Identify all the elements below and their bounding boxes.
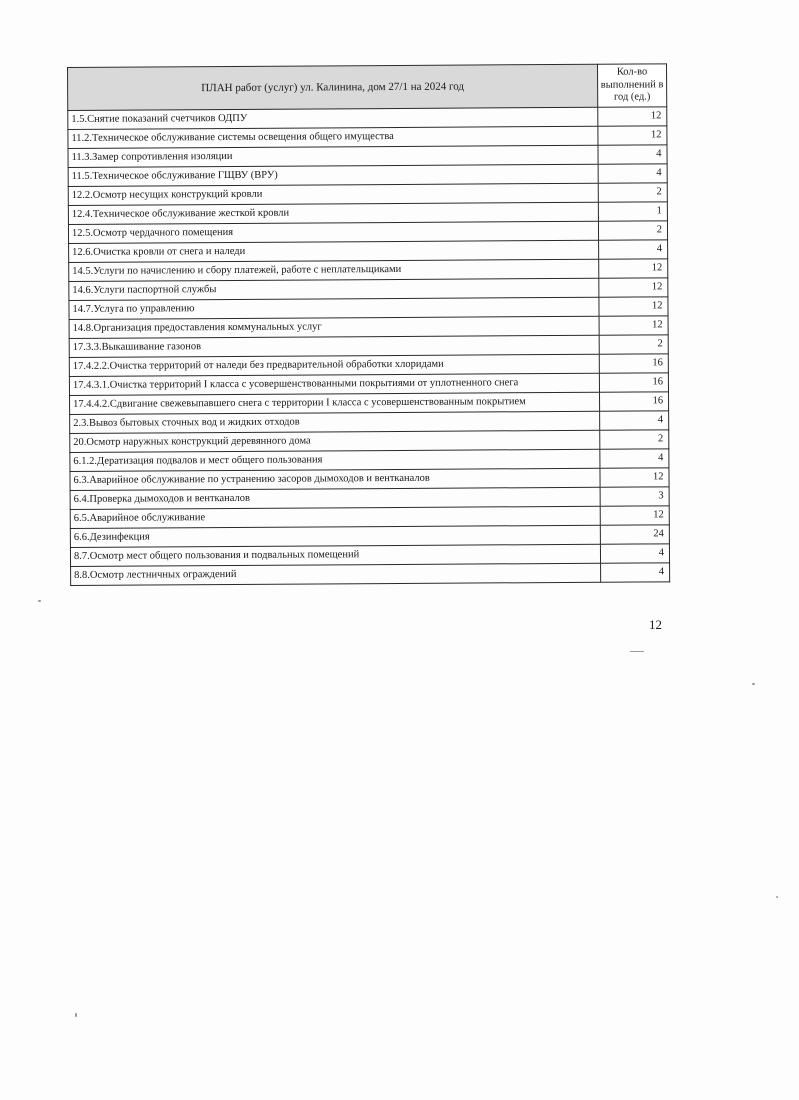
work-name-cell: 12.6.Очистка кровли от снега и наледи [69, 240, 599, 262]
qty-cell: 12 [599, 316, 668, 335]
work-name-cell: 17.3.3.Выкашивание газонов [69, 335, 599, 357]
work-name-cell: 11.2.Техническое обслуживание системы освещения общего имущества [68, 126, 598, 148]
scan-speck [776, 896, 778, 898]
scan-speck [75, 1013, 77, 1017]
qty-cell: 12 [598, 107, 667, 126]
qty-cell: 4 [598, 145, 667, 164]
work-name-cell: 14.7.Услуга по управлению [69, 297, 599, 319]
qty-cell: 16 [599, 373, 668, 392]
work-name-cell: 6.6.Дезинфекция [70, 525, 600, 547]
qty-cell: 4 [599, 240, 668, 259]
work-name-cell: 6.4.Проверка дымоходов и вентканалов [70, 487, 600, 509]
qty-cell: 12 [599, 297, 668, 316]
work-name-cell: 14.8.Организация предоставления коммунальных услуг [69, 316, 599, 338]
qty-cell: 2 [598, 183, 667, 202]
qty-column-header: Кол-во выполнений в год (ед.) [597, 64, 666, 107]
qty-cell: 12 [598, 126, 667, 145]
qty-cell: 24 [600, 525, 669, 544]
work-name-cell: 12.4.Техническое обслуживание жесткой кровли [68, 202, 598, 224]
work-name-cell: 6.3.Аварийное обслуживание по устранению засоров дымоходов и вентканалов [70, 468, 600, 490]
work-name-cell: 11.3.Замер сопротивления изоляции [68, 145, 598, 167]
work-name-cell: 6.1.2.Дератизация подвалов и мест общего пользования [70, 449, 600, 471]
work-name-cell: 17.4.3.1.Очистка территорий I класса с усовершенствованными покрытиями от уплотненного снега [69, 373, 599, 395]
table-body [68, 107, 670, 586]
work-name-cell: 20.Осмотр наружных конструкций деревянного дома [70, 430, 600, 452]
scan-speck [38, 600, 41, 602]
scan-speck [752, 683, 755, 685]
qty-cell: 12 [599, 259, 668, 278]
qty-cell: 4 [598, 164, 667, 183]
work-name-cell: 11.5.Техническое обслуживание ГЩВУ (ВРУ) [68, 164, 598, 186]
qty-cell: 4 [601, 563, 670, 582]
work-name-cell: 6.5.Аварийное обслуживание [70, 506, 600, 528]
work-plan-table [67, 63, 670, 586]
page-number: 12 [649, 617, 662, 632]
work-name-cell: 14.6.Услуги паспортной службы [69, 278, 599, 300]
work-name-cell: 8.7.Осмотр мест общего пользования и подвальных помещений [70, 544, 600, 566]
qty-cell: 16 [599, 354, 668, 373]
qty-cell: 3 [600, 487, 669, 506]
table-header-row [68, 64, 667, 111]
work-name-cell: 1.5.Снятие показаний счетчиков ОДПУ [68, 107, 598, 129]
table-title: ПЛАН работ (услуг) ул. Калинина, дом 27/1 на 2024 год [68, 64, 598, 110]
qty-cell: 2 [598, 221, 667, 240]
work-name-cell: 8.8.Осмотр лестничных ограждений [71, 563, 601, 585]
table-row [71, 563, 670, 586]
qty-cell: 4 [600, 411, 669, 430]
qty-cell: 2 [600, 430, 669, 449]
work-name-cell: 17.4.2.2.Очистка территорий от наледи без предварительной обработки хлоридами [69, 354, 599, 376]
work-name-cell: 17.4.4.2.Сдвигание свежевыпавшего снега с территории I класса с усовершенствованным покрытием [70, 392, 600, 414]
work-name-cell: 12.5.Осмотр чердачного помещения [68, 221, 598, 243]
scan-speck [630, 651, 644, 652]
work-name-cell: 12.2.Осмотр несущих конструкций кровли [68, 183, 598, 205]
qty-cell: 4 [600, 449, 669, 468]
qty-cell: 2 [599, 335, 668, 354]
qty-cell: 12 [599, 278, 668, 297]
qty-cell: 4 [600, 544, 669, 563]
qty-cell: 16 [599, 392, 668, 411]
qty-cell: 12 [600, 506, 669, 525]
qty-cell: 12 [600, 468, 669, 487]
work-name-cell: 2.3.Вывоз бытовых сточных вод и жидких отходов [70, 411, 600, 433]
qty-cell: 1 [598, 202, 667, 221]
work-name-cell: 14.5.Услуги по начислению и сбору платежей, работе с неплательщиками [69, 259, 599, 281]
